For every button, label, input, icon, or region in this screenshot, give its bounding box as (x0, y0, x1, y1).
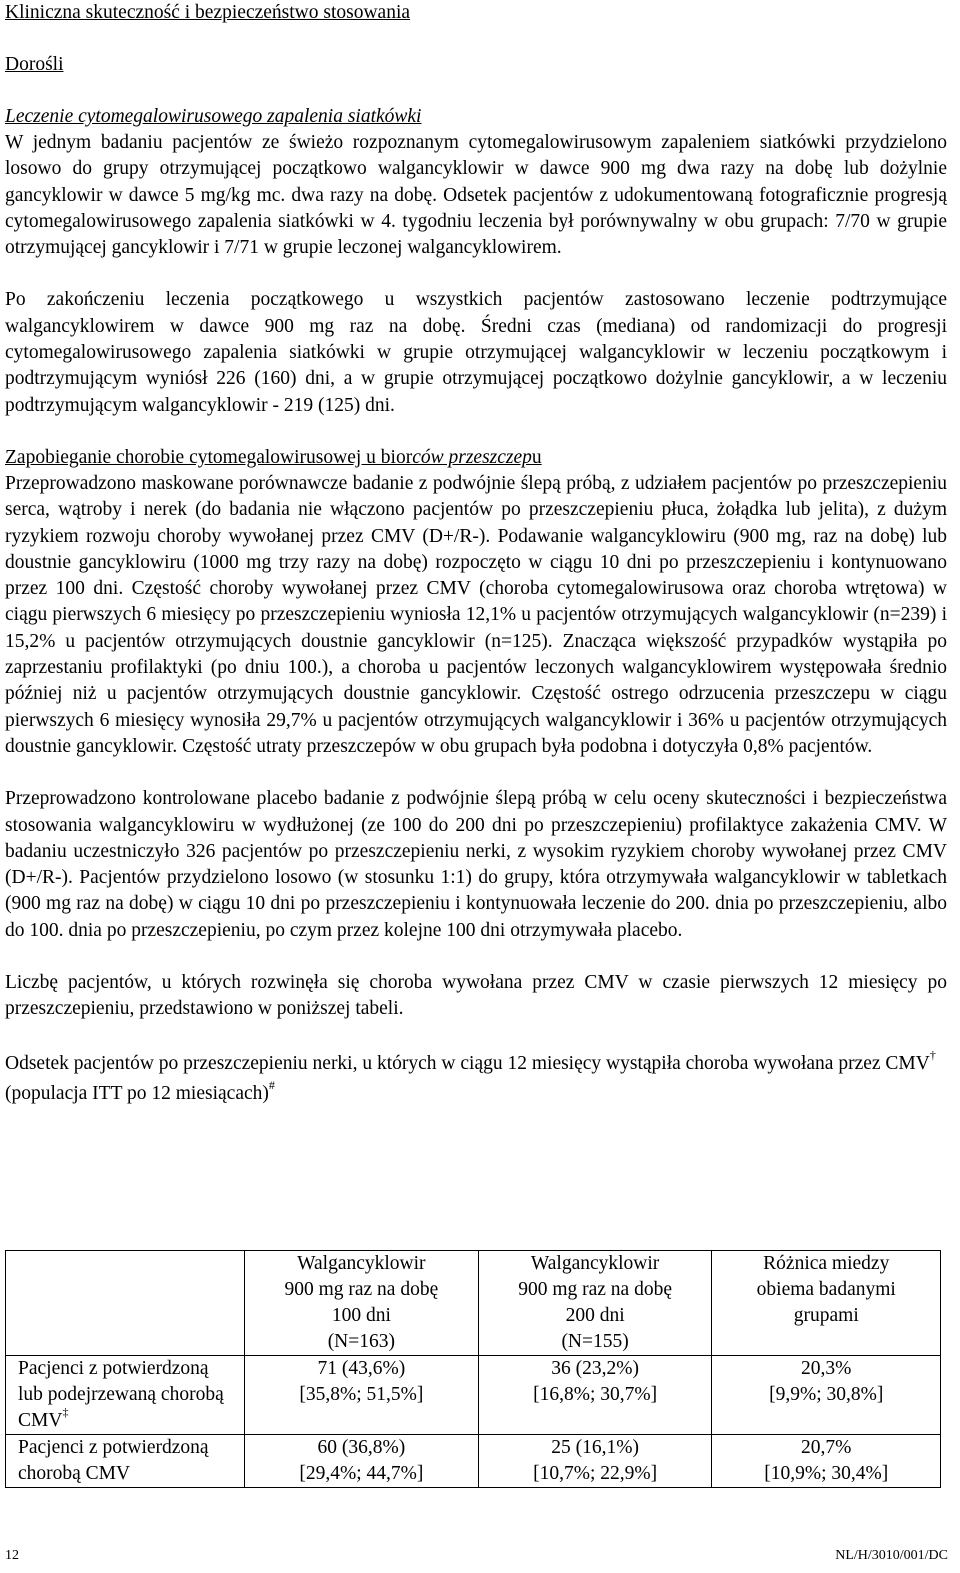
page-number: 12 (5, 1548, 19, 1563)
results-table (5, 1250, 941, 1488)
table-row (6, 1356, 941, 1435)
page-title: Kliniczna skuteczność i bezpieczeństwo stosowania (5, 2, 411, 23)
section-heading-adults: Dorośli (5, 54, 64, 75)
cell-difference: 20,7% [10,9%; 30,4%] (712, 1435, 941, 1488)
dagger-mark: † (929, 1047, 936, 1062)
cell-200-days: 25 (16,1%) [10,7%; 22,9%] (478, 1435, 712, 1488)
table-caption (5, 1049, 947, 1109)
table-header-row (6, 1251, 941, 1356)
cell-200-days: 36 (23,2%) [16,8%; 30,7%] (478, 1356, 712, 1435)
cell-100-days: 71 (43,6%) [35,8%; 51,5%] (244, 1356, 478, 1435)
paragraph-prevention-1: Przeprowadzono maskowane porównawcze badanie z podwójnie ślepą próbą, z udziałem pacjentów po przeszczepieniu serca, wątroby i nerek (do badania nie włączono pacjentów po przeszczepieniu płuca, żołądka lub jelita), z dużym ryzykiem rozwoju choroby wywołanej przez CMV (D+/R-). Podawanie walgancyklowiru (900 mg, raz na dobę) lub doustnie gancyklowiru (1000 mg trzy razy na dobę) rozpoczęto w ciągu 10 dni po przeszczepieniu i kontynuowano przez 100 dni. Częstość choroby wywołanej przez CMV (choroba cytomegalowirusowa oraz choroba wtrętowa) w ciągu pierwszych 6 miesięcy po przeszczepieniu wyniosła 12,1% u pacjentów otrzymujących walgancyklowir (n=239) i 15,2% u pacjentów otrzymujących doustnie gancyklowir (n=125). Znacząca większość przypadków wystąpiła po zaprzestaniu profilaktyki (po dniu 100.), a choroba u pacjentów leczonych walgancyklowirem występowała średnio później niż u pacjentów otrzymujących doustnie gancyklowir. Częstość ostrego odrzucenia przeszczepu w ciągu pierwszych 6 miesięcy wynosiła 29,7% u pacjentów otrzymujących walgancyklowir i 36% u pacjentów otrzymujących doustnie gancyklowir. Częstość utraty przeszczepów w obu grupach była podobna i dotyczyła 0,8% pacjentów. (5, 472, 947, 757)
row-label-confirmed: Pacjenci z potwierdzoną chorobą CMV (6, 1435, 245, 1488)
document-code: NL/H/3010/001/DC (835, 1548, 948, 1563)
double-dagger-mark: ‡ (62, 1405, 69, 1419)
paragraph-retinitis-1: W jednym badaniu pacjentów ze świeżo rozpoznanym cytomegalowirusowym zapaleniem siatkówki przydzielono losowo do grupy otrzymującej początkowo walgancyklowir w dawce 900 mg dwa razy na dobę lub dożylnie gancyklowir w dawce 5 mg/kg mc. dwa razy na dobę. Odsetek pacjentów z udokumentowaną fotograficznie progresją cytomegalowirusowego zapalenia siatkówki w 4. tygodniu leczenia był porównywalny w obu grupach: 7/70 w grupie otrzymującej gancyklowir i 7/71 w grupie leczonej walgancyklowirem. (5, 132, 947, 259)
table-row (6, 1435, 941, 1488)
table-header-200-days: Walgancyklowir 900 mg raz na dobę 200 dni (N=155) (478, 1251, 712, 1356)
subheading-prevention-part3: u (531, 446, 542, 468)
row-label-confirmed-or-suspected: Pacjenci z potwierdzoną lub podejrzewaną chorobą CMV‡ (6, 1356, 245, 1435)
subheading-prevention (5, 445, 947, 471)
paragraph-retinitis-2: Po zakończeniu leczenia początkowego u wszystkich pacjentów zastosowano leczenie podtrzymujące walgancyklowirem w dawce 900 mg raz na dobę. Średni czas (mediana) od randomizacji do progresji cytomegalowirusowego zapalenia siatkówki w grupie otrzymującej walgancyklowir w leczeniu początkowym i podtrzymującym wyniósł 226 (160) dni, a w grupie otrzymującej początkowo dożylnie gancyklowir, a w leczeniu podtrzymującym walgancyklowir - 219 (125) dni. (5, 289, 947, 416)
table-caption-text: Odsetek pacjentów po przeszczepieniu nerki, u których w ciągu 12 miesięcy wystąpiła choroba wywołana przez CMV (5, 1052, 930, 1074)
table-header-difference: Różnica miedzy obiema badanymi grupami (712, 1251, 941, 1356)
table-header-empty (6, 1251, 245, 1356)
subheading-prevention-part1: Zapobieganie chorobie cytomegalowirusowej u bior (5, 446, 413, 468)
paragraph-prevention-3: Liczbę pacjentów, u których rozwinęła się choroba wywołana przez CMV w czasie pierwszych 12 miesięcy po przeszczepieniu, przedstawiono w poniższej tabeli. (5, 972, 947, 1020)
document-page (5, 0, 947, 1109)
cell-100-days: 60 (36,8%) [29,4%; 44,7%] (244, 1435, 478, 1488)
cell-difference: 20,3% [9,9%; 30,8%] (712, 1356, 941, 1435)
table-header-100-days: Walgancyklowir 900 mg raz na dobę 100 dni (N=163) (244, 1251, 478, 1356)
subheading-retinitis: Leczenie cytomegalowirusowego zapalenia siatkówki (5, 106, 422, 127)
subheading-prevention-part2: ców przeszczep (412, 446, 532, 468)
paragraph-prevention-2: Przeprowadzono kontrolowane placebo badanie z podwójnie ślepą próbą w celu oceny skuteczności i bezpieczeństwa stosowania walgancyklowiru w wydłużonej (ze 100 do 200 dni po przeszczepieniu) profilaktyce zakażenia CMV. W badaniu uczestniczyło 326 pacjentów po przeszczepieniu nerki, z wysokim ryzykiem choroby wywołanej przez CMV (D+/R-). Pacjentów przydzielono losowo (w stosunku 1:1) do grupy, która otrzymywała walgancyklowir w tabletkach (900 mg raz na dobę) w ciągu 10 dni po przeszczepieniu i kontynuowała leczenie do 200. dnia po przeszczepieniu, albo do 100. dnia po przeszczepieniu, po czym przez kolejne 100 dni otrzymywała placebo. (5, 788, 947, 941)
hash-mark: # (268, 1077, 275, 1092)
table-caption-population: (populacja ITT po 12 miesiącach) (5, 1082, 269, 1104)
